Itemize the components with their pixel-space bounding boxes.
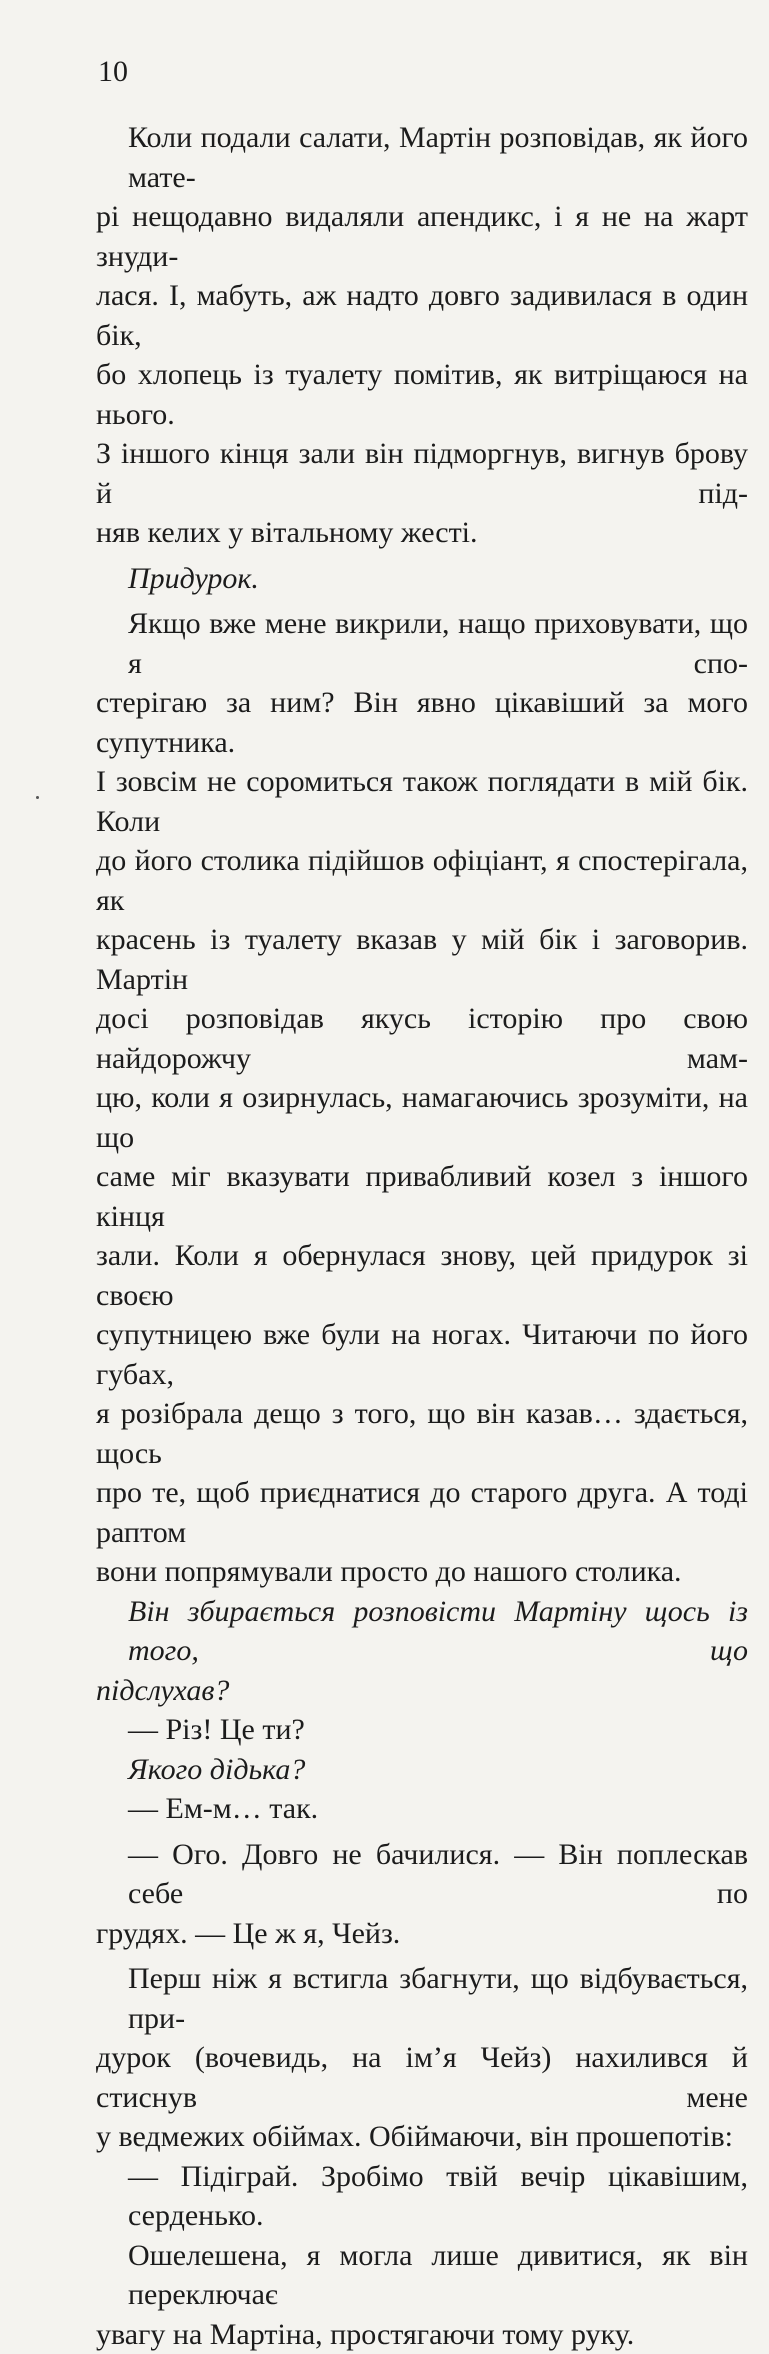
text-line: у ведмежих обіймах. Обіймаючи, він прошепотів: — [96, 2117, 748, 2157]
text-line: про те, щоб приєднатися до старого друга. А тоді раптом — [96, 1473, 748, 1552]
page-number: 10 — [98, 52, 128, 92]
text-line: Перш ніж я встигла збагнути, що відбувається, при- — [128, 1959, 748, 2038]
text-line: — Ем-м… так. — [128, 1789, 748, 1829]
text-line: грудях. — Це ж я, Чейз. — [96, 1914, 748, 1954]
text-line: Якого дідька? — [128, 1750, 748, 1790]
text-line: досі розповідав якусь історію про свою найдорожчу мам- — [96, 999, 748, 1078]
text-line: я розібрала дещо з того, що він казав… здається, щось — [96, 1394, 748, 1473]
text-line: — Підіграй. Зробімо твій вечір цікавішим, серденько. — [128, 2157, 748, 2236]
text-line: Коли подали салати, Мартін розповідав, як його мате- — [128, 118, 748, 197]
text-line: стерігаю за ним? Він явно цікавіший за мого супутника. — [96, 683, 748, 762]
text-line: рі нещодавно видаляли апендикс, і я не на жарт знуди- — [96, 197, 748, 276]
text-line: лася. І, мабуть, аж надто довго задивилася в один бік, — [96, 276, 748, 355]
text-line: — Різ! Це ти? — [128, 1710, 748, 1750]
text-line: зали. Коли я обернулася знову, цей придурок зі своєю — [96, 1236, 748, 1315]
text-line: увагу на Мартіна, простягаючи тому руку. — [96, 2315, 748, 2354]
text-line: супутницею вже були на ногах. Читаючи по його губах, — [96, 1315, 748, 1394]
text-line: підслухав? — [96, 1671, 748, 1711]
text-line: няв келих у вітальному жесті. — [96, 513, 748, 553]
text-line: І зовсім не соромиться також поглядати в мій бік. Коли — [96, 762, 748, 841]
text-line: дурок (вочевидь, на ім’я Чейз) нахилився й стиснув мене — [96, 2038, 748, 2117]
text-line: Якщо вже мене викрили, нащо приховувати, що я спо- — [128, 604, 748, 683]
text-line: цю, коли я озирнулась, намагаючись зрозуміти, на що — [96, 1078, 748, 1157]
text-line: З іншого кінця зали він підморгнув, вигнув брову й під- — [96, 434, 748, 513]
text-line: красень із туалету вказав у мій бік і заговорив. Мартін — [96, 920, 748, 999]
text-line: Він збирається розповісти Мартіну щось із того, що — [128, 1592, 748, 1671]
text-line: Ошелешена, я могла лише дивитися, як він переключає — [128, 2236, 748, 2315]
text-line: бо хлопець із туалету помітив, як витріщаюся на нього. — [96, 355, 748, 434]
text-line: вони попрямували просто до нашого столика. — [96, 1552, 748, 1592]
text-line: Придурок. — [128, 559, 748, 599]
body-text — [128, 118, 748, 2354]
text-line: до його столика підійшов офіціант, я спостерігала, як — [96, 841, 748, 920]
text-line: — Ого. Довго не бачилися. — Він поплескав себе по — [128, 1835, 748, 1914]
print-speck — [36, 796, 39, 799]
text-line: саме міг вказувати привабливий козел з іншого кінця — [96, 1157, 748, 1236]
